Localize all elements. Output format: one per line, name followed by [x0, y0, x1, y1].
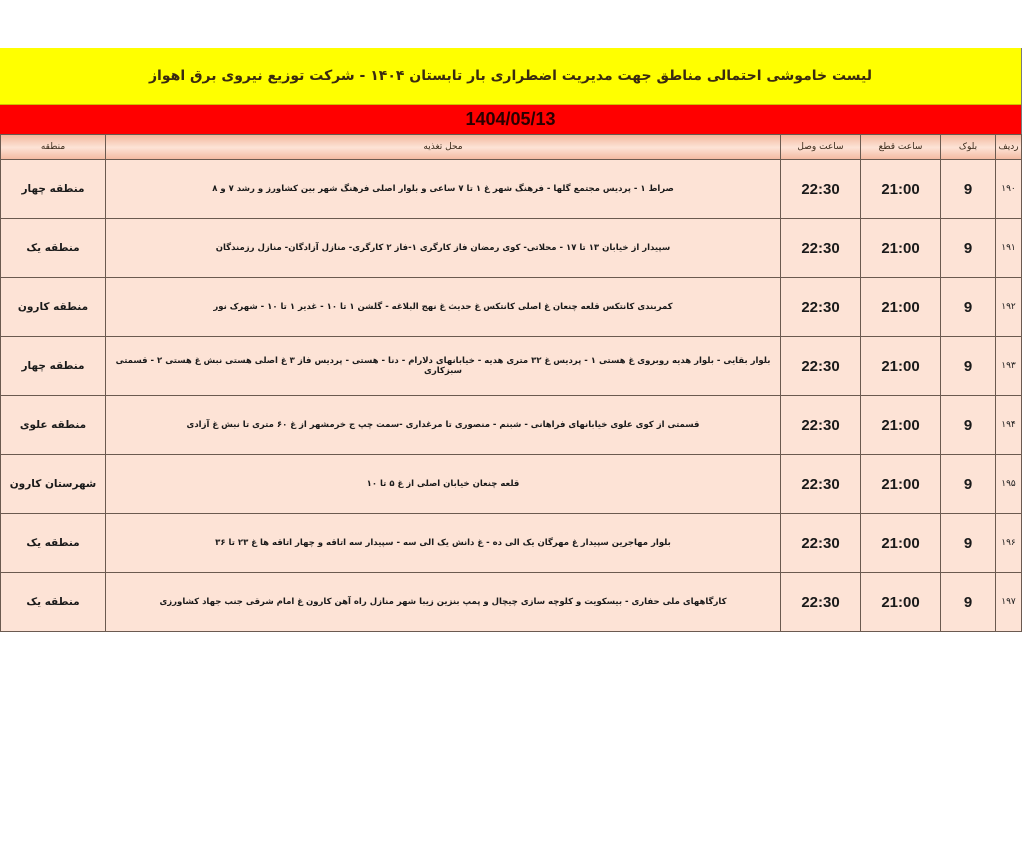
connect-time-cell: 22:30 [781, 573, 861, 632]
table-row [1, 455, 1022, 514]
region-cell: منطقه کارون [1, 278, 106, 337]
region-cell: شهرستان کارون [1, 455, 106, 514]
row-number-cell: ۱۹۵ [996, 455, 1022, 514]
row-number-cell: ۱۹۴ [996, 396, 1022, 455]
cut-time-cell: 21:00 [861, 514, 941, 573]
connect-time-cell: 22:30 [781, 514, 861, 573]
date-banner [0, 105, 1021, 134]
row-number-cell: ۱۹۳ [996, 337, 1022, 396]
table-row [1, 514, 1022, 573]
block-cell: 9 [941, 455, 996, 514]
header-connect-time: ساعت وصل [781, 135, 861, 160]
connect-time-cell: 22:30 [781, 455, 861, 514]
connect-time-cell: 22:30 [781, 219, 861, 278]
header-location: محل تغذیه [106, 135, 781, 160]
table-row [1, 573, 1022, 632]
location-cell: سپیدار از خیابان ۱۳ تا ۱۷ - محلاتی- کوی رمضان فاز کارگری ۱-فاز ۲ کارگری- منازل آزادگان- منازل رزمندگان [106, 219, 781, 278]
block-cell: 9 [941, 160, 996, 219]
location-cell: صراط ۱ - پردیس مجتمع گلها - فرهنگ شهر غ ۱ تا ۷ ساعی و بلوار اصلی فرهنگ شهر بین کشاورز و رشد ۷ و ۸ [106, 160, 781, 219]
table-row [1, 278, 1022, 337]
connect-time-cell: 22:30 [781, 396, 861, 455]
row-number-cell: ۱۹۲ [996, 278, 1022, 337]
cut-time-cell: 21:00 [861, 278, 941, 337]
page-title: لیست خاموشی احتمالی مناطق جهت مدیریت اضطراری بار تابستان ۱۴۰۴ - شرکت توزیع نیروی برق اهواز [149, 68, 873, 84]
block-cell: 9 [941, 219, 996, 278]
row-number-cell: ۱۹۰ [996, 160, 1022, 219]
block-cell: 9 [941, 396, 996, 455]
outage-table [0, 134, 1022, 632]
title-banner [0, 48, 1021, 105]
location-cell: بلوار مهاجرین سپیدار غ مهرگان یک الی ده - غ دانش یک الی سه - سپیدار سه اتاقه و چهار اتاقه ها غ ۲۳ تا ۳۶ [106, 514, 781, 573]
header-row-number: ردیف [996, 135, 1022, 160]
region-cell: منطقه چهار [1, 160, 106, 219]
table-header-row [1, 135, 1022, 160]
table-row [1, 337, 1022, 396]
cut-time-cell: 21:00 [861, 573, 941, 632]
header-cut-time: ساعت قطع [861, 135, 941, 160]
connect-time-cell: 22:30 [781, 160, 861, 219]
location-cell: قلعه چنعان خیابان اصلی از غ ۵ تا ۱۰ [106, 455, 781, 514]
table-row [1, 219, 1022, 278]
location-cell: قسمتی از کوی علوی خیابانهای فراهانی - شبنم - منصوری تا مرغداری -سمت چپ ج خرمشهر از غ ۶۰ متری تا نبش غ آزادی [106, 396, 781, 455]
schedule-date: 1404/05/13 [465, 109, 556, 129]
table-row [1, 396, 1022, 455]
region-cell: منطقه علوی [1, 396, 106, 455]
region-cell: منطقه چهار [1, 337, 106, 396]
cut-time-cell: 21:00 [861, 396, 941, 455]
region-cell: منطقه یک [1, 573, 106, 632]
location-cell: کارگاههای ملی حفاری - بیسکویت و کلوچه سازی چیچال و پمپ بنزین زیبا شهر منازل راه آهن کارون غ امام شرقی جنب جهاد کشاورزی [106, 573, 781, 632]
block-cell: 9 [941, 337, 996, 396]
connect-time-cell: 22:30 [781, 278, 861, 337]
cut-time-cell: 21:00 [861, 337, 941, 396]
header-block: بلوک [941, 135, 996, 160]
location-cell: بلوار بقایی - بلوار هدیه روبروی غ هستی ۱ - پردیس غ ۳۲ متری هدیه - خیابانهای دلارام - دنا - هستی - پردیس فاز ۳ غ اصلی هستی نبش غ هستی ۲ - قسمتی سبزکاری [106, 337, 781, 396]
cut-time-cell: 21:00 [861, 160, 941, 219]
region-cell: منطقه یک [1, 514, 106, 573]
block-cell: 9 [941, 573, 996, 632]
header-region: منطقه [1, 135, 106, 160]
cut-time-cell: 21:00 [861, 455, 941, 514]
table-row [1, 160, 1022, 219]
connect-time-cell: 22:30 [781, 337, 861, 396]
location-cell: کمربندی کانتکس قلعه چنعان غ اصلی کانتکس غ حدیث غ نهج البلاغه - گلشن ۱ تا ۱۰ - غدیر ۱ تا ۱۰ - شهرک نور [106, 278, 781, 337]
row-number-cell: ۱۹۷ [996, 573, 1022, 632]
row-number-cell: ۱۹۶ [996, 514, 1022, 573]
block-cell: 9 [941, 514, 996, 573]
block-cell: 9 [941, 278, 996, 337]
region-cell: منطقه یک [1, 219, 106, 278]
outage-schedule-sheet [0, 48, 1022, 632]
row-number-cell: ۱۹۱ [996, 219, 1022, 278]
cut-time-cell: 21:00 [861, 219, 941, 278]
